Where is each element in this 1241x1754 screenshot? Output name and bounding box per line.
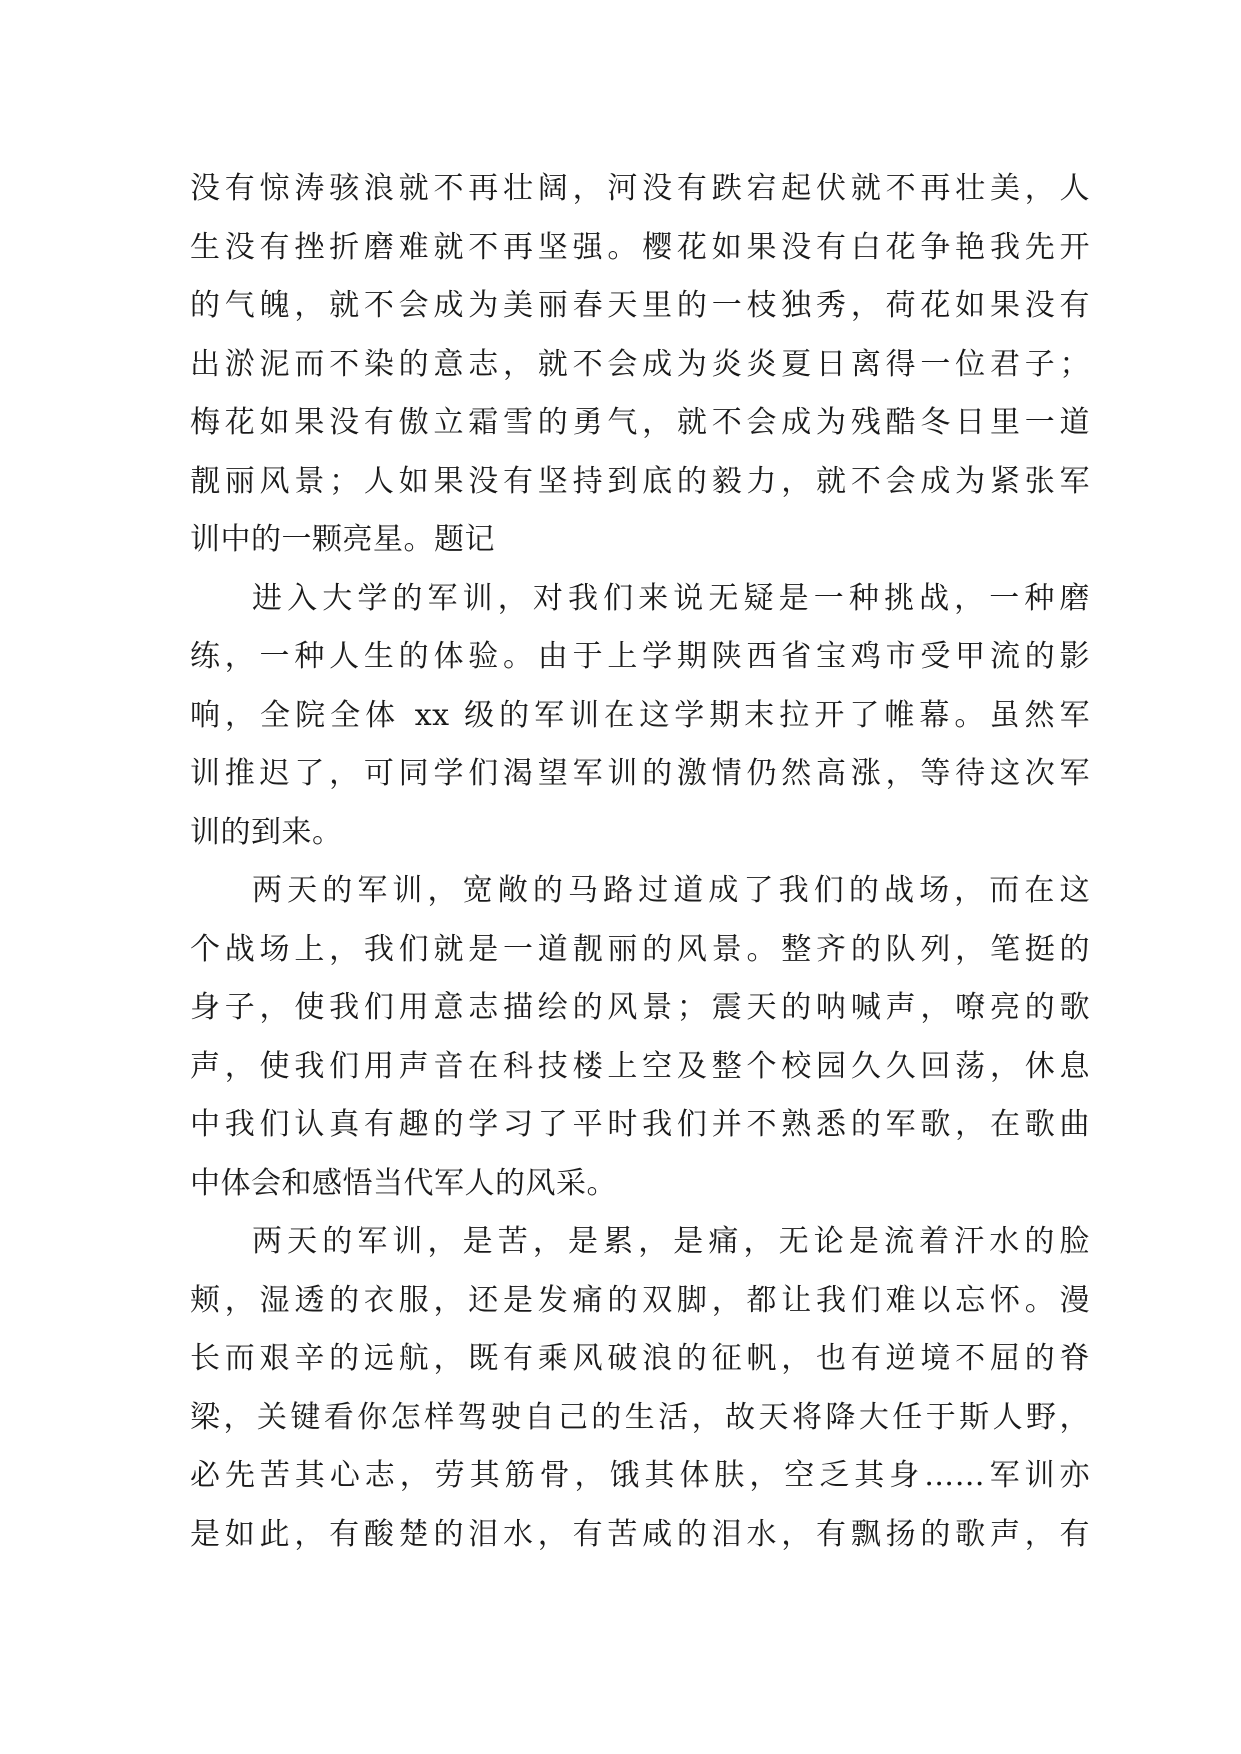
text-line: 训推迟了，可同学们渴望军训的激情仍然高涨，等待这次军 [190,756,1090,791]
text-line: 声，使我们用声音在科技楼上空及整个校园久久回荡，休息 [190,1048,1090,1084]
text-line: 两天的军训，是苦，是累，是痛，无论是流着汗水的脸 [252,1224,1090,1259]
text-line: 练，一种人生的体验。由于上学期陕西省宝鸡市受甲流的影 [190,639,1090,674]
text-line: 出淤泥而不染的意志，就不会成为炎炎夏日离得一位君子； [190,346,1090,382]
text-line: 是如此，有酸楚的泪水，有苦咸的泪水，有飘扬的歌声，有 [190,1516,1090,1552]
text-line: 的气魄，就不会成为美丽春天里的一枝独秀，荷花如果没有 [190,288,1090,323]
text-line: 颊，湿透的衣服，还是发痛的双脚，都让我们难以忘怀。漫 [190,1282,1090,1318]
text-line: 梁，关键看你怎样驾驶自己的生活，故天将降大任于斯人野， [190,1399,1090,1435]
text-line: 训的到来。 [190,814,343,850]
text-line: 生没有挫折磨难就不再坚强。樱花如果没有白花争艳我先开 [190,229,1090,265]
text-line: 响，全院全体 xx 级的军训在这学期末拉开了帷幕。虽然军 [190,697,1090,733]
text-line: 梅花如果没有傲立霜雪的勇气，就不会成为残酷冬日里一道 [190,405,1090,440]
text-line: 必先苦其心志，劳其筋骨，饿其体肤，空乏其身……军训亦 [190,1458,1090,1493]
text-line: 个战场上，我们就是一道靓丽的风景。整齐的队列，笔挺的 [190,931,1090,967]
text-line: 中我们认真有趣的学习了平时我们并不熟悉的军歌，在歌曲 [190,1107,1090,1142]
text-line: 长而艰辛的远航，既有乘风破浪的征帆，也有逆境不屈的脊 [190,1341,1090,1376]
text-line: 两天的军训，宽敞的马路过道成了我们的战场，而在这 [252,873,1090,908]
text-line: 进入大学的军训，对我们来说无疑是一种挑战，一种磨 [252,580,1090,616]
text-line: 靓丽风景；人如果没有坚持到底的毅力，就不会成为紧张军 [190,463,1090,499]
text-line: 身子，使我们用意志描绘的风景；震天的呐喊声，嘹亮的歌 [190,990,1090,1025]
text-line: 中体会和感悟当代军人的风采。 [190,1165,617,1201]
text-line: 训中的一颗亮星。题记 [190,522,495,557]
text-line: 没有惊涛骇浪就不再壮阔，河没有跌宕起伏就不再壮美，人 [190,171,1090,206]
document-body [190,160,1090,1564]
